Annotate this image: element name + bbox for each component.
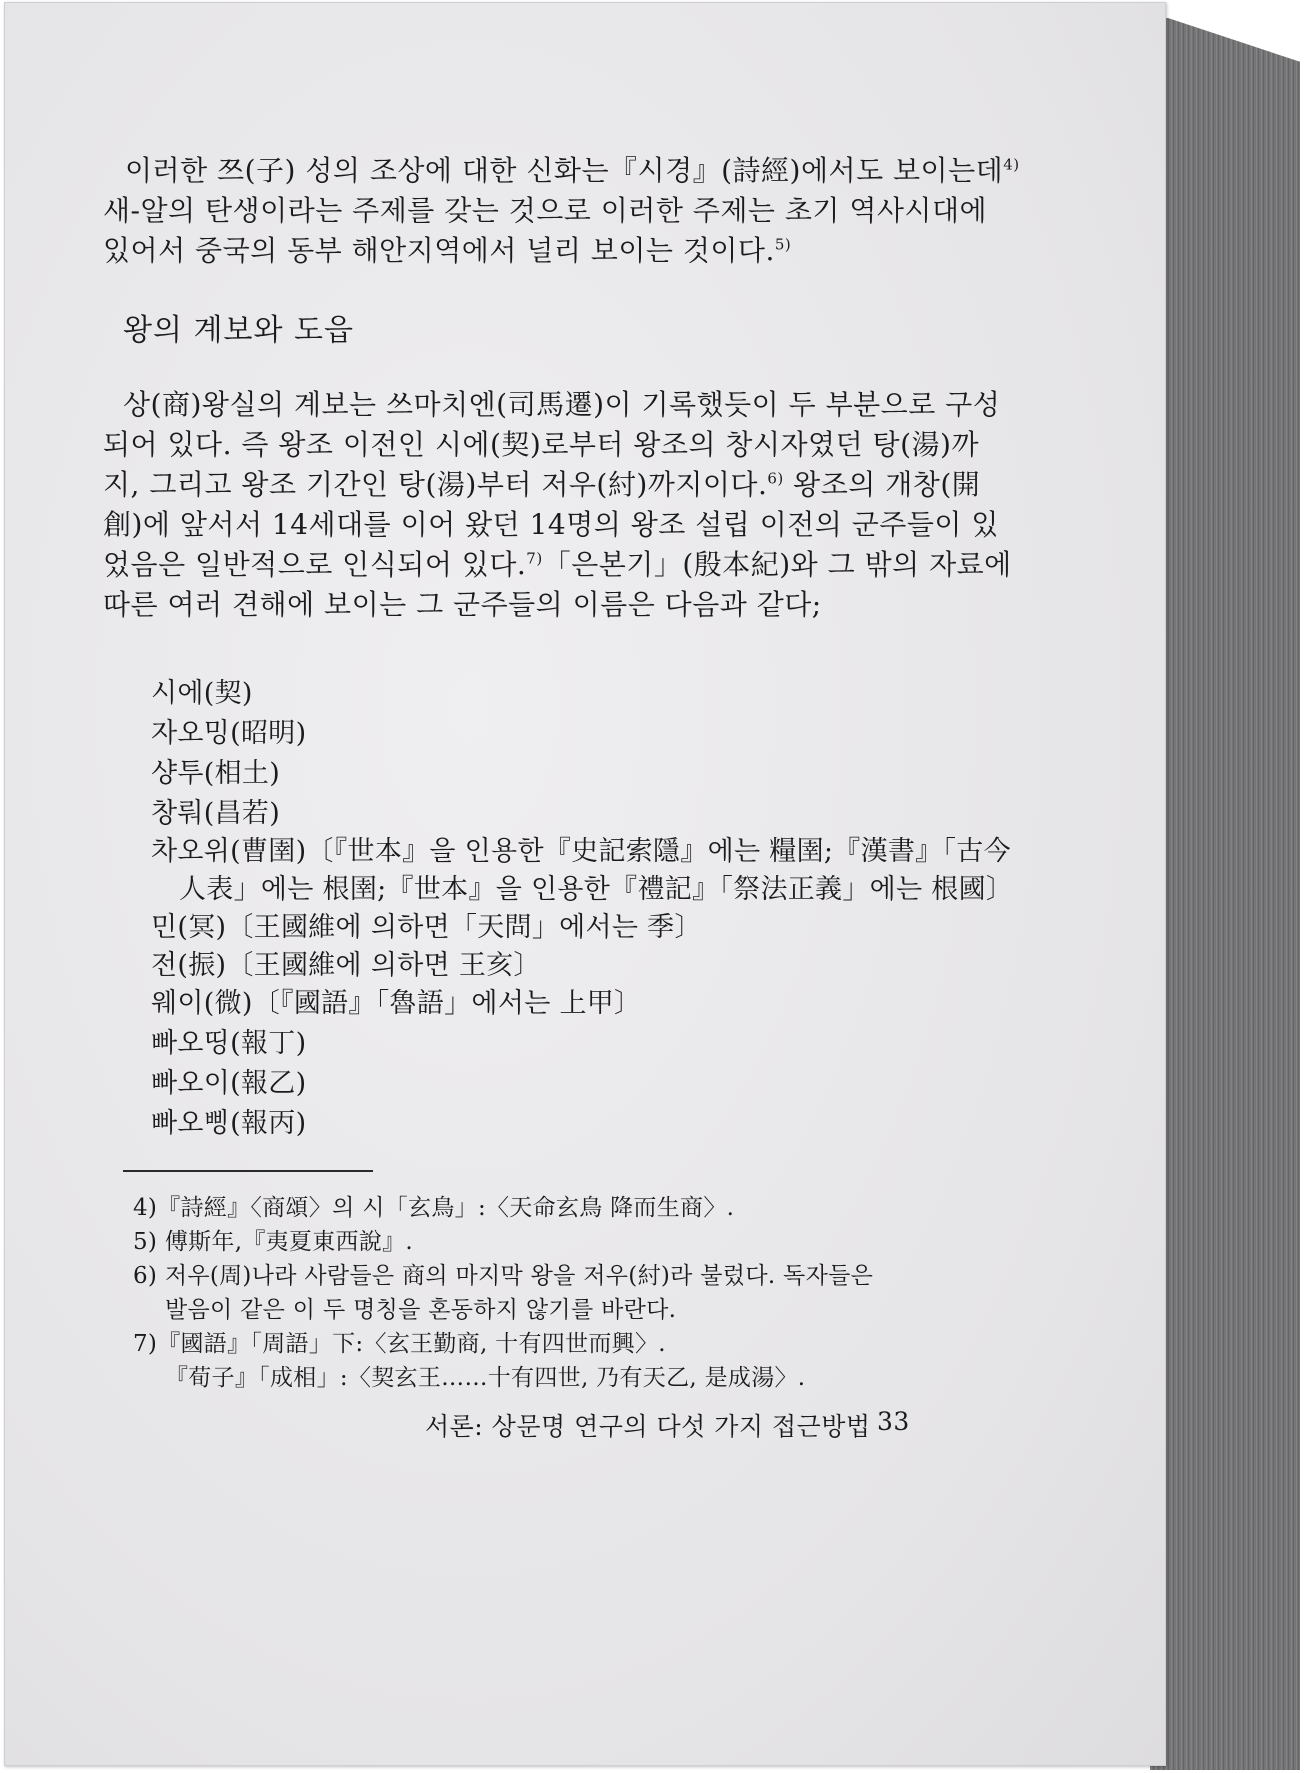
ruler-list-item: 자오밍(昭明) <box>151 718 307 749</box>
ruler-list-item: 전(振)〔王國維에 의하면 王亥〕 <box>151 950 541 981</box>
ruler-list-item: 창뤄(昌若) <box>151 798 281 829</box>
footnote-5: 5) 傅斯年,『夷夏東西說』. <box>133 1229 414 1255</box>
book-page <box>4 2 1166 1766</box>
ruler-list-item: 차오위(曹圉)〔『世本』을 인용한『史記索隱』에는 糧圉;『漢書』「古今 <box>151 836 1011 867</box>
paragraph-2-line-5: 었음은 일반적으로 인식되어 있다.$^{7)}$「은본기」(殷本紀)와 그 밖의 자료에 <box>103 548 1012 581</box>
paragraph-2-line-3: 지, 그리고 왕조 기간인 탕(湯)부터 저우(紂)까지이다.$^{6)}$ 왕조의 개창(開 <box>103 468 981 501</box>
paragraph-1-line-1: 이러한 쯔(子) 성의 조상에 대한 신화는『시경』(詩經)에서도 보이는데$^{4)}$ <box>125 154 1020 187</box>
footnote-4: 4)『詩經』〈商頌〉의 시「玄鳥」:〈天命玄鳥 降而生商〉. <box>133 1195 735 1221</box>
paragraph-2-line-2: 되어 있다. 즉 왕조 이전인 시에(契)로부터 왕조의 창시자였던 탕(湯)까 <box>103 428 980 461</box>
ruler-list-item: 빠오삥(報丙) <box>151 1108 307 1139</box>
ruler-list-item: 시에(契) <box>151 678 253 709</box>
paragraph-1-line-3: 있어서 중국의 동부 해안지역에서 널리 보이는 것이다.$^{5)}$ <box>103 234 792 267</box>
footnote-6-continuation: 발음이 같은 이 두 명칭을 혼동하지 않기를 바란다. <box>165 1297 677 1323</box>
ruler-list-item: 빠오띵(報丁) <box>151 1028 307 1059</box>
paragraph-2-line-6: 따른 여러 견해에 보이는 그 군주들의 이름은 다음과 같다; <box>103 588 822 621</box>
footnote-7: 7)『國語』「周語」下:〈玄王勤商, 十有四世而興〉. <box>133 1331 666 1357</box>
ruler-list-item-continuation: 人表」에는 根圉;『世本』을 인용한『禮記』「祭法正義」에는 根國〕 <box>179 874 1014 905</box>
ruler-list-item: 웨이(微)〔『國語』「魯語」에서는 上甲〕 <box>151 988 642 1019</box>
book-page-edges <box>1150 18 1300 1770</box>
footnote-6: 6) 저우(周)나라 사람들은 商의 마지막 왕을 저우(紂)라 불렀다. 독자들은 <box>133 1263 874 1289</box>
section-heading: 왕의 계보와 도읍 <box>123 313 354 348</box>
paragraph-1-line-2: 새-알의 탄생이라는 주제를 갖는 것으로 이러한 주제는 초기 역사시대에 <box>103 194 988 227</box>
paragraph-2-line-4: 創)에 앞서서 14세대를 이어 왔던 14명의 왕조 설립 이전의 군주들이 있 <box>103 508 999 541</box>
footnote-divider <box>123 1170 373 1172</box>
ruler-list-item: 민(冥)〔王國維에 의하면「天問」에서는 季〕 <box>151 912 702 943</box>
ruler-list-item: 샹투(相土) <box>151 758 281 789</box>
footnote-7-continuation: 『荀子』「成相」:〈契玄王……十有四世, 乃有天乙, 是成湯〉. <box>165 1365 806 1391</box>
paragraph-2-line-1: 상(商)왕실의 계보는 쓰마치엔(司馬遷)이 기록했듯이 두 부분으로 구성 <box>123 388 1001 421</box>
page-number: 33 <box>877 1407 910 1436</box>
ruler-list-item: 빠오이(報乙) <box>151 1068 307 1099</box>
running-footer-title: 서론: 상문명 연구의 다섯 가지 접근방법 <box>425 1412 871 1441</box>
